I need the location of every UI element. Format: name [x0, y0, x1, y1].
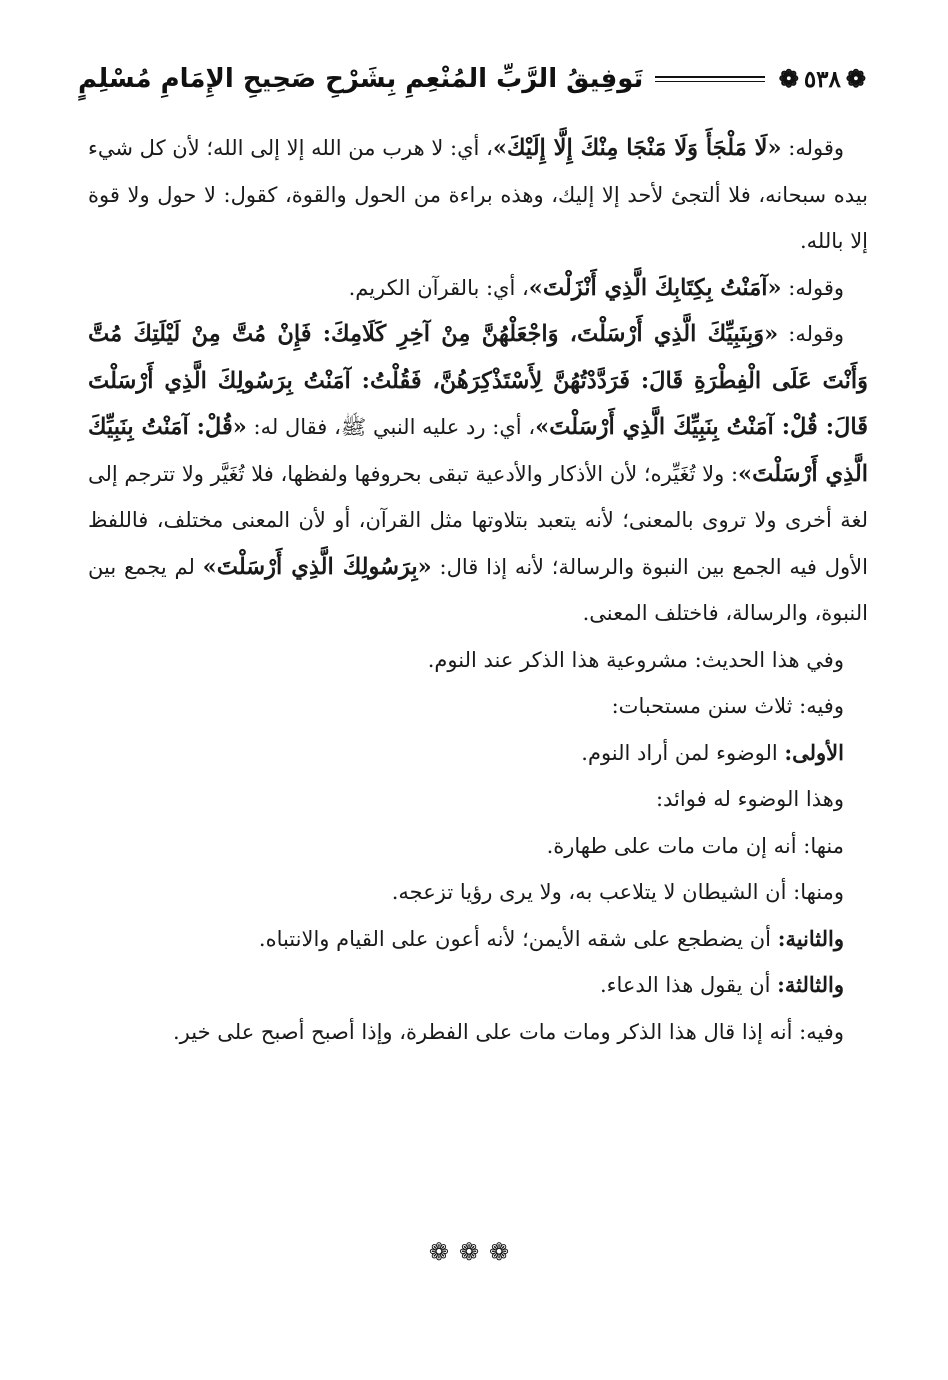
paragraph-text: ، أي: رد عليه النبي ﷺ، فقال له:	[246, 415, 536, 439]
list-label: والثانية:	[777, 925, 844, 951]
list-label: والثالثة:	[777, 972, 844, 997]
section-separator: ❁❁❁	[428, 1238, 520, 1266]
ornament-icon: ❁	[845, 64, 866, 93]
hadith-quote: «وَبِنَبِيِّكَ الَّذِي أَرْسَلْتَ، وَاجْعَلْهُنَّ مِنْ آخِرِ كَلَامِكَ: فَإِنْ مُتَّ مِنْ لَيْلَتِكَ مُتَّ وَأَنْتَ عَلَى الْفِطْرَةِ قَالَ: فَرَدَّدْتُهُنَّ لِأَسْتَذْكِرَهُنَّ، فَقُلْتُ: آمَنْتُ بِرَسُولِكَ الَّذِي أَرْسَلْتَ قَالَ: قُلْ: آمَنْتُ بِنَبِيِّكَ الَّذِي أَرْسَلْتَ»	[88, 321, 868, 440]
paragraph-3	[88, 311, 868, 637]
paragraph-9: ومنها: أن الشيطان لا يتلاعب به، ولا يرى رؤيا تزعجه.	[391, 880, 844, 904]
page-content	[88, 125, 868, 1055]
book-title: تَوفِيقُ الرَّبِّ المُنْعِمِ بِشَرْحِ صَحِيحِ الإِمَامِ مُسْلِمٍ	[78, 64, 644, 94]
header-rule	[655, 76, 764, 82]
page-number-box	[777, 66, 868, 93]
paragraph-4: وفي هذا الحديث: مشروعية هذا الذكر عند النوم.	[427, 647, 844, 672]
paragraph-10	[88, 916, 868, 963]
ornament-icon: ❁	[778, 64, 799, 93]
paragraph-text: ، أي: بالقرآن الكريم.	[348, 275, 529, 300]
paragraph-text: الوضوء لمن أراد النوم.	[581, 740, 785, 765]
page-header	[78, 58, 868, 100]
page-number: ٥٣٨	[803, 65, 841, 93]
paragraph-text: ، أي: لا هرب من الله إلا إلى الله؛ لأن كل شيء بيده سبحانه، فلا ألتجئ لأحد إلا إليك، وهذه براءة من الحول والقوة، كقول: لا حول ولا قوة إلا بالله.	[88, 136, 868, 253]
paragraph-8: منها: أنه إن مات مات على طهارة.	[546, 833, 844, 858]
paragraph-text: أن يضطجع على شقه الأيمن؛ لأنه أعون على القيام والانتباه.	[258, 926, 778, 951]
hadith-quote: «لَا مَلْجَأَ وَلَا مَنْجَا مِنْكَ إِلَّا إِلَيْكَ»	[492, 135, 782, 161]
paragraph-7: وهذا الوضوء له فوائد:	[655, 787, 844, 811]
paragraph-text: لم يجمع بين النبوة، والرسالة، فاختلف المعنى.	[88, 554, 868, 625]
paragraph-11	[88, 962, 868, 1009]
paragraph-text: وقوله:	[781, 136, 845, 160]
paragraph-5: وفيه: ثلاث سنن مستحبات:	[611, 694, 844, 718]
hadith-quote: «قُلْ: آمَنْتُ بِنَبِيِّكَ الَّذِي أَرْسَلْتَ»	[88, 414, 868, 487]
hadith-quote: «آمَنْتُ بِكِتَابِكَ الَّذِي أَنْزَلْتَ»	[528, 274, 782, 301]
paragraph-text: أن يقول هذا الدعاء.	[599, 973, 778, 997]
paragraph-6	[88, 730, 868, 777]
paragraph-2	[88, 265, 868, 312]
list-label: الأولى:	[784, 739, 844, 765]
paragraph-1	[88, 125, 868, 265]
paragraph-text: وقوله:	[781, 275, 844, 300]
paragraph-text: : ولا تُغَيِّره؛ لأن الأذكار والأدعية تبقى بحروفها ولفظها، فلا تُغَيَّر ولا تترجم إلى لغة أخرى ولا تروى بالمعنى؛ لأنه يتعبد بتلاوتها مثل القرآن، أو لأن المعنى مختلف، فاللفظ الأول فيه الجمع بين النبوة والرسالة؛ لأنه إذا قال:	[88, 461, 868, 579]
hadith-quote: «بِرَسُولِكَ الَّذِي أَرْسَلْتَ»	[202, 553, 432, 580]
paragraph-12: وفيه: أنه إذا قال هذا الذكر ومات مات على الفطرة، وإذا أصبح أصبح على خير.	[173, 1019, 844, 1044]
paragraph-text: وقوله:	[778, 322, 844, 346]
